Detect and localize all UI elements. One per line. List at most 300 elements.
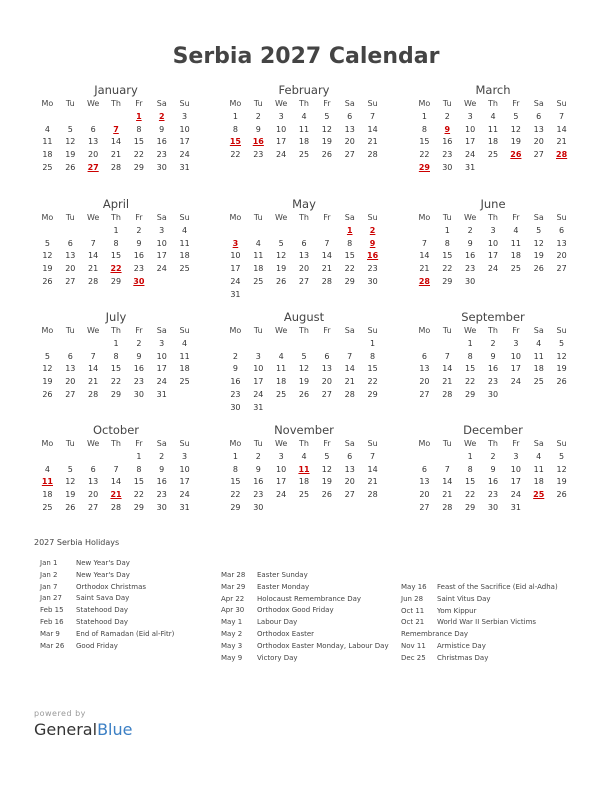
weekday-header — [224, 438, 384, 451]
holiday-item — [40, 629, 174, 641]
month-march — [413, 82, 573, 175]
day-cell: 2 — [490, 338, 496, 348]
day-cell: 26 — [533, 264, 544, 274]
day-cell: 22 — [230, 150, 241, 160]
weekday-label: Mo — [229, 439, 242, 448]
day-cell: 14 — [442, 364, 453, 374]
holiday-day-cell: 30 — [133, 276, 145, 286]
holiday-name: Saint Sava Day — [76, 594, 130, 603]
day-cell — [315, 502, 338, 515]
holiday-day-cell: 27 — [87, 162, 99, 172]
day-cell: 19 — [321, 137, 332, 147]
weekday-label: Fr — [323, 99, 331, 108]
day-cell: 20 — [419, 490, 430, 500]
week-row — [413, 276, 573, 289]
weekday-label: Fr — [512, 439, 520, 448]
holiday-item — [40, 605, 174, 617]
day-cell — [224, 338, 247, 351]
day-cell: 9 — [490, 464, 496, 474]
weekday-label: Mo — [41, 326, 54, 335]
day-cell: 4 — [44, 464, 50, 474]
day-cell: 8 — [370, 351, 376, 361]
day-cell: 20 — [533, 137, 544, 147]
holiday-name: Orthodox Good Friday — [257, 606, 334, 615]
holiday-item — [401, 629, 558, 641]
day-cell: 22 — [465, 490, 476, 500]
day-cell: 30 — [133, 389, 144, 399]
week-row — [36, 136, 196, 149]
week-row — [36, 124, 196, 137]
day-cell: 29 — [465, 389, 476, 399]
day-cell: 10 — [179, 124, 190, 134]
holiday-item — [401, 594, 558, 606]
weekday-label: We — [86, 439, 100, 448]
weekday-label: Th — [488, 99, 498, 108]
day-cell: 15 — [133, 477, 144, 487]
day-cell — [413, 451, 436, 464]
month-name: February — [278, 83, 330, 97]
month-name: January — [94, 83, 138, 97]
day-cell: 22 — [133, 150, 144, 160]
day-cell: 30 — [487, 502, 499, 512]
day-cell: 3 — [159, 338, 165, 348]
day-cell: 26 — [42, 389, 53, 399]
day-cell: 10 — [230, 251, 241, 261]
weekday-label: Th — [299, 439, 309, 448]
day-cell: 29 — [133, 502, 144, 512]
day-cell: 17 — [253, 377, 264, 387]
holiday-day-cell: 15 — [229, 137, 241, 147]
week-row — [36, 149, 196, 162]
weekday-label: Tu — [442, 326, 452, 335]
day-cell: 30 — [230, 402, 241, 412]
holiday-date: Feb 16 — [40, 617, 64, 626]
day-cell: 4 — [301, 451, 307, 461]
day-cell: 25 — [253, 276, 264, 286]
day-cell: 24 — [487, 264, 499, 274]
day-cell: 21 — [419, 264, 430, 274]
day-cell: 5 — [67, 464, 73, 474]
weekday-label: Su — [367, 99, 378, 108]
day-cell: 30 — [253, 502, 264, 512]
day-cell: 14 — [556, 124, 567, 134]
weekday-label: Tu — [253, 213, 263, 222]
weekday-label: Th — [111, 213, 121, 222]
holiday-name: New Year's Day — [76, 559, 130, 567]
weekday-label: Tu — [253, 326, 263, 335]
week-row — [413, 351, 573, 364]
holiday-date: May 1 — [221, 618, 243, 627]
holiday-item — [221, 629, 389, 641]
weekday-label: Tu — [442, 213, 452, 222]
day-cell: 29 — [230, 502, 241, 512]
weekday-header — [36, 98, 196, 111]
day-cell: 17 — [179, 477, 190, 487]
day-cell: 1 — [421, 111, 427, 121]
holiday-date: Jan 7 — [40, 582, 58, 591]
month-name: November — [274, 423, 334, 437]
day-cell — [338, 502, 361, 515]
week-row — [224, 464, 384, 477]
weekday-label: Su — [179, 99, 190, 108]
day-cell: 16 — [487, 364, 499, 374]
holiday-day-cell: 29 — [418, 162, 430, 172]
day-cell: 27 — [88, 502, 99, 512]
day-cell: 1 — [370, 338, 376, 348]
day-cell — [36, 111, 59, 124]
day-cell: 23 — [253, 490, 264, 500]
holiday-day-cell: 16 — [252, 137, 264, 147]
day-cell: 24 — [276, 150, 287, 160]
holiday-day-cell: 7 — [113, 124, 119, 134]
day-cell — [315, 402, 338, 415]
day-cell: 28 — [442, 389, 453, 399]
day-cell: 8 — [113, 351, 119, 361]
holiday-day-cell: 1 — [346, 225, 353, 235]
holiday-day-cell: 2 — [158, 111, 165, 121]
day-cell: 10 — [156, 351, 167, 361]
day-cell: 6 — [347, 111, 353, 121]
month-name: June — [480, 197, 506, 211]
week-row — [413, 124, 573, 137]
day-cell: 23 — [487, 377, 499, 387]
weekday-label: Tu — [65, 213, 75, 222]
weekday-label: Fr — [135, 439, 143, 448]
day-cell: 25 — [42, 162, 53, 172]
day-cell: 20 — [419, 377, 430, 387]
day-cell: 6 — [90, 464, 96, 474]
day-cell: 1 — [136, 451, 142, 461]
week-row — [413, 238, 573, 251]
day-cell: 3 — [159, 225, 165, 235]
day-cell — [413, 338, 436, 351]
holiday-item — [221, 605, 389, 617]
holiday-item — [401, 653, 558, 665]
weekday-label: Tu — [442, 439, 452, 448]
day-cell: 22 — [465, 377, 476, 387]
day-cell: 7 — [559, 111, 565, 121]
weekday-label: Sa — [156, 213, 167, 222]
weekday-label: Tu — [253, 99, 263, 108]
week-row — [36, 502, 196, 515]
day-cell — [82, 451, 105, 464]
holiday-name: Feast of the Sacrifice (Eid al-Adha) — [437, 583, 558, 591]
holiday-date: Jun 28 — [401, 594, 424, 603]
weekday-label: Su — [556, 99, 567, 108]
holiday-day-cell: 28 — [556, 150, 568, 160]
day-cell: 18 — [487, 137, 499, 147]
day-cell: 20 — [65, 377, 76, 387]
holiday-name: Christmas Day — [437, 653, 489, 662]
day-cell: 7 — [421, 238, 427, 248]
day-cell: 5 — [278, 238, 284, 248]
day-cell: 17 — [156, 251, 167, 261]
day-cell: 10 — [510, 351, 521, 361]
day-cell: 13 — [419, 477, 430, 487]
day-cell: 31 — [465, 162, 476, 172]
holiday-name: Easter Monday — [257, 582, 310, 591]
day-cell — [59, 451, 82, 464]
day-cell — [315, 289, 338, 302]
weekday-label: Tu — [65, 326, 75, 335]
weekday-label: Sa — [156, 439, 167, 448]
holiday-day-cell: 11 — [298, 464, 310, 474]
weekday-label: We — [274, 213, 288, 222]
day-cell: 9 — [467, 238, 473, 248]
week-row — [36, 111, 196, 124]
day-cell: 26 — [556, 490, 567, 500]
day-cell: 14 — [367, 464, 378, 474]
month-january — [36, 82, 196, 175]
day-cell: 2 — [255, 451, 261, 461]
weekday-header — [224, 212, 384, 225]
weekday-label: Su — [556, 213, 567, 222]
week-row — [224, 363, 384, 376]
weekday-header — [36, 325, 196, 338]
day-cell: 30 — [442, 162, 453, 172]
week-row — [413, 476, 573, 489]
weekday-label: Su — [179, 326, 190, 335]
day-cell — [270, 289, 293, 302]
day-cell — [36, 225, 59, 238]
day-cell: 4 — [301, 111, 307, 121]
day-cell — [247, 225, 270, 238]
day-cell: 31 — [510, 502, 521, 512]
day-cell: 24 — [276, 490, 287, 500]
day-cell: 8 — [232, 124, 238, 134]
weekday-label: Th — [488, 213, 498, 222]
day-cell: 16 — [487, 477, 499, 487]
day-cell: 1 — [467, 451, 473, 461]
day-cell — [361, 402, 384, 415]
week-row — [413, 363, 573, 376]
day-cell: 17 — [156, 364, 167, 374]
day-cell: 30 — [465, 276, 476, 286]
holiday-day-cell: 25 — [533, 490, 545, 500]
day-cell: 9 — [159, 464, 165, 474]
weekday-label: We — [463, 326, 477, 335]
day-cell: 29 — [344, 276, 355, 286]
day-cell: 3 — [182, 111, 188, 121]
day-cell: 24 — [510, 490, 521, 500]
holiday-date: Mar 28 — [221, 571, 246, 579]
week-row — [224, 289, 384, 302]
week-row — [413, 162, 573, 175]
week-row — [224, 489, 384, 502]
day-cell: 3 — [278, 111, 284, 121]
weekday-label: Th — [111, 326, 121, 335]
week-row — [224, 263, 384, 276]
week-row — [36, 376, 196, 389]
week-row — [224, 111, 384, 124]
day-cell — [315, 225, 338, 238]
day-cell: 28 — [367, 150, 378, 160]
day-cell: 2 — [136, 225, 142, 235]
day-cell: 14 — [88, 364, 99, 374]
day-cell: 5 — [324, 111, 330, 121]
day-cell: 28 — [344, 389, 355, 399]
day-cell: 24 — [179, 150, 190, 160]
day-cell: 18 — [179, 364, 190, 374]
month-name: September — [461, 310, 525, 324]
day-cell: 2 — [136, 338, 142, 348]
day-cell: 5 — [44, 238, 50, 248]
weekday-label: Sa — [533, 99, 544, 108]
week-row — [36, 389, 196, 402]
day-cell: 5 — [324, 451, 330, 461]
day-cell: 18 — [533, 477, 544, 487]
day-cell: 28 — [110, 162, 122, 172]
day-cell: 3 — [467, 111, 473, 121]
day-cell: 13 — [556, 238, 567, 248]
day-cell: 27 — [419, 502, 430, 512]
weekday-label: Mo — [418, 213, 431, 222]
day-cell: 22 — [367, 377, 378, 387]
day-cell: 1 — [113, 338, 119, 348]
weekday-label: Mo — [418, 326, 431, 335]
day-cell: 27 — [344, 150, 355, 160]
holiday-date: Jan 1 — [40, 559, 58, 567]
holiday-item — [40, 641, 174, 653]
holiday-date: Oct 11 — [401, 606, 425, 615]
day-cell — [173, 276, 196, 289]
day-cell — [504, 389, 527, 402]
day-cell: 18 — [276, 377, 287, 387]
holiday-day-cell: 11 — [41, 477, 53, 487]
day-cell — [105, 111, 128, 124]
day-cell: 7 — [444, 464, 450, 474]
month-june — [413, 196, 573, 289]
day-cell: 23 — [156, 490, 167, 500]
day-cell: 4 — [182, 225, 188, 235]
day-cell: 8 — [136, 124, 142, 134]
day-cell: 10 — [179, 464, 190, 474]
day-cell: 19 — [276, 264, 287, 274]
holiday-day-cell: 3 — [232, 238, 239, 248]
holiday-name: Labour Day — [257, 618, 298, 627]
day-cell: 15 — [110, 251, 122, 261]
day-cell: 21 — [367, 137, 378, 147]
day-cell: 23 — [133, 264, 144, 274]
day-cell: 12 — [510, 124, 521, 134]
day-cell: 19 — [533, 251, 544, 261]
day-cell: 2 — [255, 111, 261, 121]
day-cell: 23 — [465, 264, 476, 274]
day-cell: 19 — [321, 477, 332, 487]
day-cell: 3 — [182, 451, 188, 461]
month-may — [224, 196, 384, 302]
day-cell: 19 — [510, 137, 521, 147]
day-cell: 5 — [513, 111, 519, 121]
day-cell: 17 — [510, 364, 521, 374]
day-cell: 26 — [65, 502, 76, 512]
weekday-label: We — [274, 439, 288, 448]
holiday-day-cell: 22 — [110, 264, 122, 274]
day-cell: 5 — [67, 124, 73, 134]
day-cell — [482, 162, 505, 175]
day-cell: 21 — [344, 377, 355, 387]
day-cell: 17 — [276, 137, 287, 147]
month-february — [224, 82, 384, 162]
day-cell: 20 — [344, 137, 355, 147]
day-cell: 25 — [179, 264, 190, 274]
day-cell: 24 — [465, 150, 476, 160]
day-cell: 5 — [301, 351, 307, 361]
holiday-date: Apr 22 — [221, 594, 245, 603]
day-cell: 6 — [536, 111, 542, 121]
week-row — [224, 136, 384, 149]
day-cell: 25 — [179, 377, 190, 387]
weekday-label: We — [86, 99, 100, 108]
day-cell: 18 — [510, 251, 521, 261]
day-cell: 22 — [344, 264, 355, 274]
day-cell: 29 — [110, 389, 122, 399]
day-cell: 22 — [133, 490, 144, 500]
day-cell: 4 — [513, 225, 519, 235]
month-name: March — [475, 83, 511, 97]
day-cell: 14 — [110, 477, 122, 487]
holidays-title: 2027 Serbia Holidays — [34, 538, 120, 547]
day-cell: 17 — [510, 477, 521, 487]
holiday-name: World War II Serbian Victims — [437, 618, 537, 627]
holiday-date: May 3 — [221, 641, 243, 650]
day-cell: 17 — [179, 137, 190, 147]
day-cell: 7 — [370, 451, 376, 461]
day-cell: 9 — [159, 124, 165, 134]
day-cell: 6 — [67, 351, 73, 361]
day-cell: 31 — [253, 402, 264, 412]
day-cell: 4 — [536, 451, 542, 461]
day-cell: 12 — [65, 477, 76, 487]
day-cell: 21 — [321, 264, 332, 274]
day-cell: 8 — [113, 238, 119, 248]
day-cell: 9 — [136, 351, 142, 361]
week-row — [413, 464, 573, 477]
day-cell: 13 — [88, 477, 99, 487]
day-cell: 11 — [179, 238, 190, 248]
day-cell: 13 — [419, 364, 430, 374]
weekday-label: Mo — [418, 439, 431, 448]
day-cell — [150, 276, 173, 289]
day-cell — [550, 162, 573, 175]
day-cell: 24 — [179, 490, 190, 500]
day-cell: 13 — [65, 251, 76, 261]
month-december — [413, 422, 573, 515]
holiday-day-cell: 26 — [510, 150, 522, 160]
week-row — [36, 162, 196, 175]
day-cell: 6 — [421, 464, 427, 474]
day-cell — [82, 338, 105, 351]
day-cell: 18 — [298, 137, 310, 147]
holiday-name: Orthodox Easter Monday, Labour Day — [257, 641, 389, 650]
day-cell: 10 — [276, 124, 287, 134]
day-cell: 15 — [465, 364, 476, 374]
day-cell — [361, 502, 384, 515]
day-cell — [270, 402, 293, 415]
holiday-date: May 9 — [221, 653, 243, 662]
day-cell: 27 — [419, 389, 430, 399]
day-cell — [527, 502, 550, 515]
powered-by-text: powered by — [34, 709, 86, 718]
day-cell: 11 — [253, 251, 264, 261]
day-cell: 2 — [232, 351, 238, 361]
week-row — [224, 225, 384, 238]
day-cell: 17 — [230, 264, 241, 274]
day-cell: 16 — [156, 477, 167, 487]
holiday-item — [221, 594, 389, 606]
day-cell: 30 — [156, 162, 167, 172]
week-row — [36, 351, 196, 364]
